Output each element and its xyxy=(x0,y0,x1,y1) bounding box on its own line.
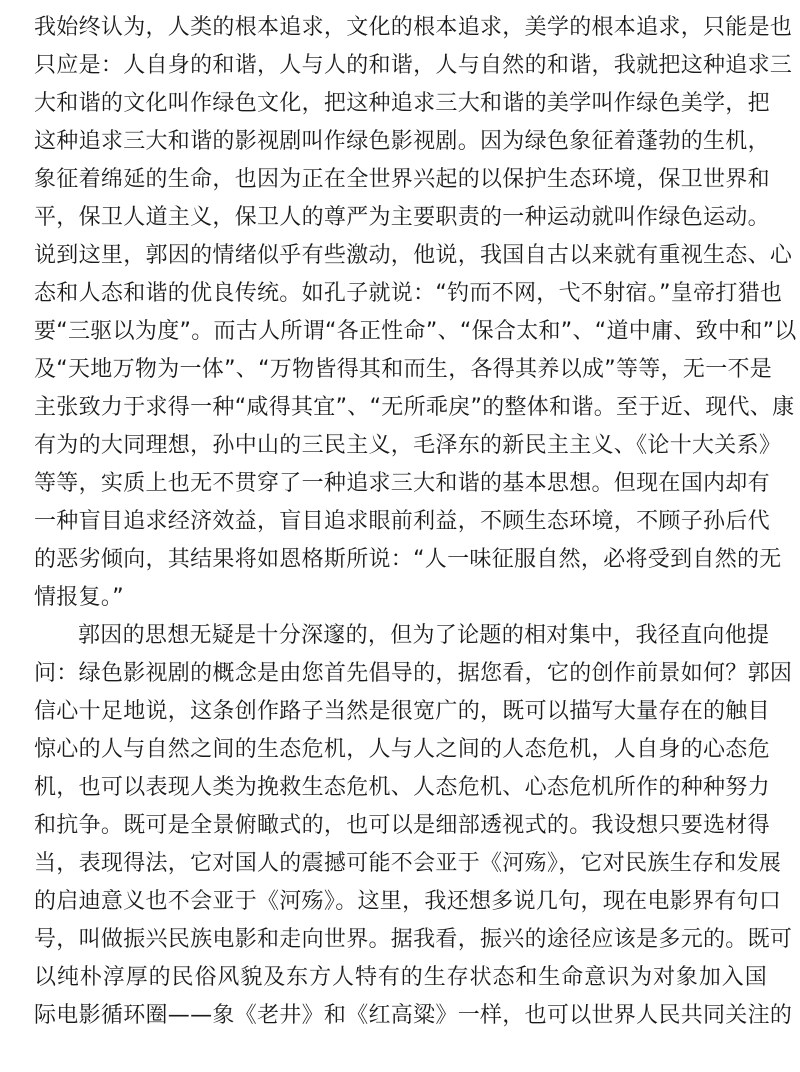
text-line: 只应是：人自身的和谐，人与人的和谐，人与自然的和谐，我就把这种追求三 xyxy=(34,53,793,78)
text-line: 惊心的人与自然之间的生态危机，人与人之间的人态危机，人自身的心态危 xyxy=(34,737,770,762)
text-line: 等等，实质上也无不贯穿了一种追求三大和谐的基本思想。但现在国内却有 xyxy=(34,471,770,496)
text-line: 态和人态和谐的优良传统。如孔子就说：“钓而不网，弋不射宿。”皇帝打猎也 xyxy=(34,281,783,306)
text-line: 机，也可以表现人类为挽救生态危机、人态危机、心态危机所作的种种努力 xyxy=(34,775,770,800)
text-line: 说到这里，郭因的情绪似乎有些激动，他说，我国自古以来就有重视生态、心 xyxy=(34,243,793,268)
text-line: 问：绿色影视剧的概念是由您首先倡导的，据您看，它的创作前景如何？郭因 xyxy=(34,661,793,686)
text-line: 情报复。” xyxy=(34,585,124,610)
text-line: 一种盲目追求经济效益，盲目追求眼前利益，不顾生态环境，不顾子孙后代 xyxy=(34,509,770,534)
text-line: 平，保卫人道主义，保卫人的尊严为主要职责的一种运动就叫作绿色运动。 xyxy=(34,205,770,230)
text-line: 号，叫做振兴民族电影和走向世界。据我看，振兴的途径应该是多元的。既可 xyxy=(34,927,793,952)
text-line: 象征着绵延的生命，也因为正在全世界兴起的以保护生态环境，保卫世界和 xyxy=(34,167,770,192)
text-line: 以纯朴淳厚的民俗风貌及东方人特有的生存状态和生命意识为对象加入国 xyxy=(34,965,767,990)
text-line: 及“天地万物为一体”、“万物皆得其和而生，各得其养以成”等等，无一不是 xyxy=(34,357,773,382)
text-line: 和抗争。既可是全景俯瞰式的，也可以是细部透视式的。我设想只要选材得 xyxy=(34,813,770,838)
text-line: 我始终认为，人类的根本追求，文化的根本追求，美学的根本追求，只能是也 xyxy=(34,15,793,40)
text-line: 际电影循环圈——象《老井》和《红高粱》一样，也可以世界人民共同关注的 xyxy=(34,1003,793,1028)
text-line: 的启迪意义也不会亚于《河殇》。这里，我还想多说几句，现在电影界有句口 xyxy=(34,889,782,914)
paragraph-first-line: 郭因的思想无疑是十分深邃的，但为了论题的相对集中，我径直向他提 xyxy=(78,623,770,648)
text-line: 的恶劣倾向，其结果将如恩格斯所说：“人一味征服自然，必将受到自然的无 xyxy=(34,547,782,572)
text-line: 这种追求三大和谐的影视剧叫作绿色影视剧。因为绿色象征着蓬勃的生机， xyxy=(34,129,770,154)
text-line: 信心十足地说，这条创作路子当然是很宽广的，既可以描写大量存在的触目 xyxy=(34,699,770,724)
text-line: 要“三驱以为度”。而古人所谓“各正性命”、“保合太和”、“道中庸、致中和”以 xyxy=(34,319,797,344)
text-line: 大和谐的文化叫作绿色文化，把这种追求三大和谐的美学叫作绿色美学，把 xyxy=(34,91,770,116)
text-line: 当，表现得法，它对国人的震撼可能不会亚于《河殇》，它对民族生存和发展 xyxy=(34,851,782,876)
text-line: 有为的大同理想，孙中山的三民主义，毛泽东的新民主主义、《论十大关系》 xyxy=(34,433,782,458)
text-line: 主张致力于求得一种“咸得其宜”、“无所乖戾”的整体和谐。至于近、现代、康 xyxy=(34,395,795,420)
